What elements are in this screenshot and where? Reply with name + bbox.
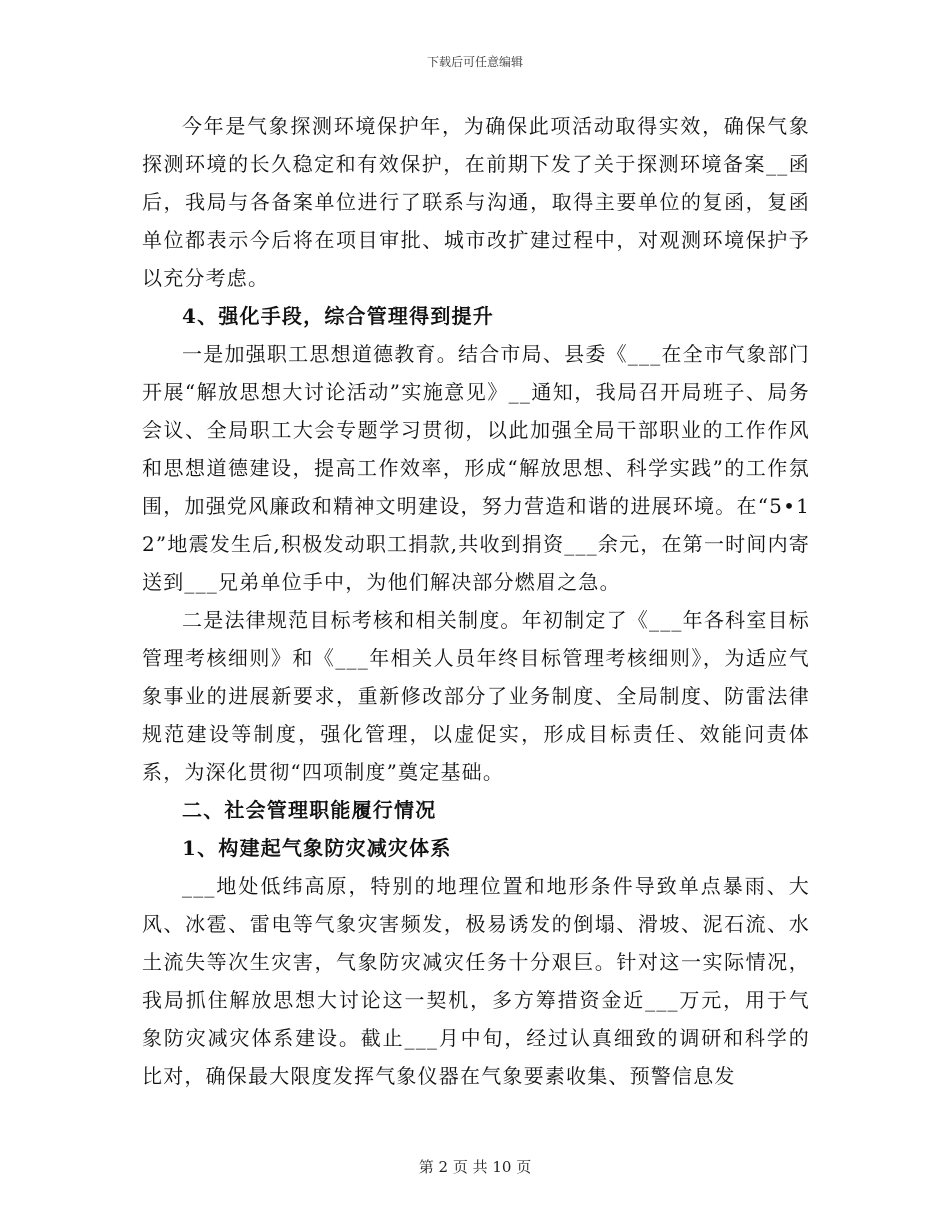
section-heading-social-management: 二、社会管理职能履行情况	[182, 798, 437, 822]
paragraph-observation-environment: 今年是气象探测环境保护年，为确保此项活动取得实效，确保气象探测环境的长久稳定和有效保护，在前期下发了关于探测环境备案__函后，我局与各备案单位进行了联系与沟通，取得主要单位的复函，复函单位都表示今后将在项目审批、城市改扩建过程中，对观测环境保护予以充分考虑。	[142, 114, 810, 290]
page-number: 第 2 页 共 10 页	[418, 1158, 532, 1176]
paragraph-ethics-education: 一是加强职工思想道德教育。结合市局、县委《___在全市气象部门开展“解放思想大讨论活动”实施意见》__通知，我局召开局班子、局务会议、全局职工大会专题学习贯彻，以此加强全局干部职业的工作作风和思想道德建设，提高工作效率，形成“解放思想、科学实践”的工作氛围，加强党风廉政和精神文明建设，努力营造和谐的进展环境。在“5•12”地震发生后,积极发动职工捐款,共收到捐资___余元，在第一时间内寄送到___兄弟单位手中，为他们解决部分燃眉之急。	[142, 342, 810, 594]
download-edit-note: 下载后可任意编辑	[426, 55, 523, 69]
subsection-heading-disaster-system: 1、构建起气象防灾减灾体系	[182, 836, 452, 860]
section-heading-management: 4、强化手段，综合管理得到提升	[182, 304, 494, 328]
document-body	[142, 107, 810, 1095]
paragraph-disaster-prevention: ___地处低纬高原，特别的地理位置和地形条件导致单点暴雨、大风、冰雹、雷电等气象灾害频发，极易诱发的倒塌、滑坡、泥石流、水土流失等次生灾害，气象防灾减灾任务十分艰巨。针对这一实际情况，我局抓住解放思想大讨论这一契机，多方筹措资金近___万元，用于气象防灾减灾体系建设。截止___月中旬，经过认真细致的调研和科学的比对，确保最大限度发挥气象仪器在气象要素收集、预警信息发	[142, 874, 810, 1088]
paragraph-target-assessment: 二是法律规范目标考核和相关制度。年初制定了《___年各科室目标管理考核细则》和《___年相关人员年终目标管理考核细则》，为适应气象事业的进展新要求，重新修改部分了业务制度、全局制度、防雷法律规范建设等制度，强化管理，以虚促实，形成目标责任、效能问责体系，为深化贯彻“四项制度”奠定基础。	[142, 608, 810, 784]
